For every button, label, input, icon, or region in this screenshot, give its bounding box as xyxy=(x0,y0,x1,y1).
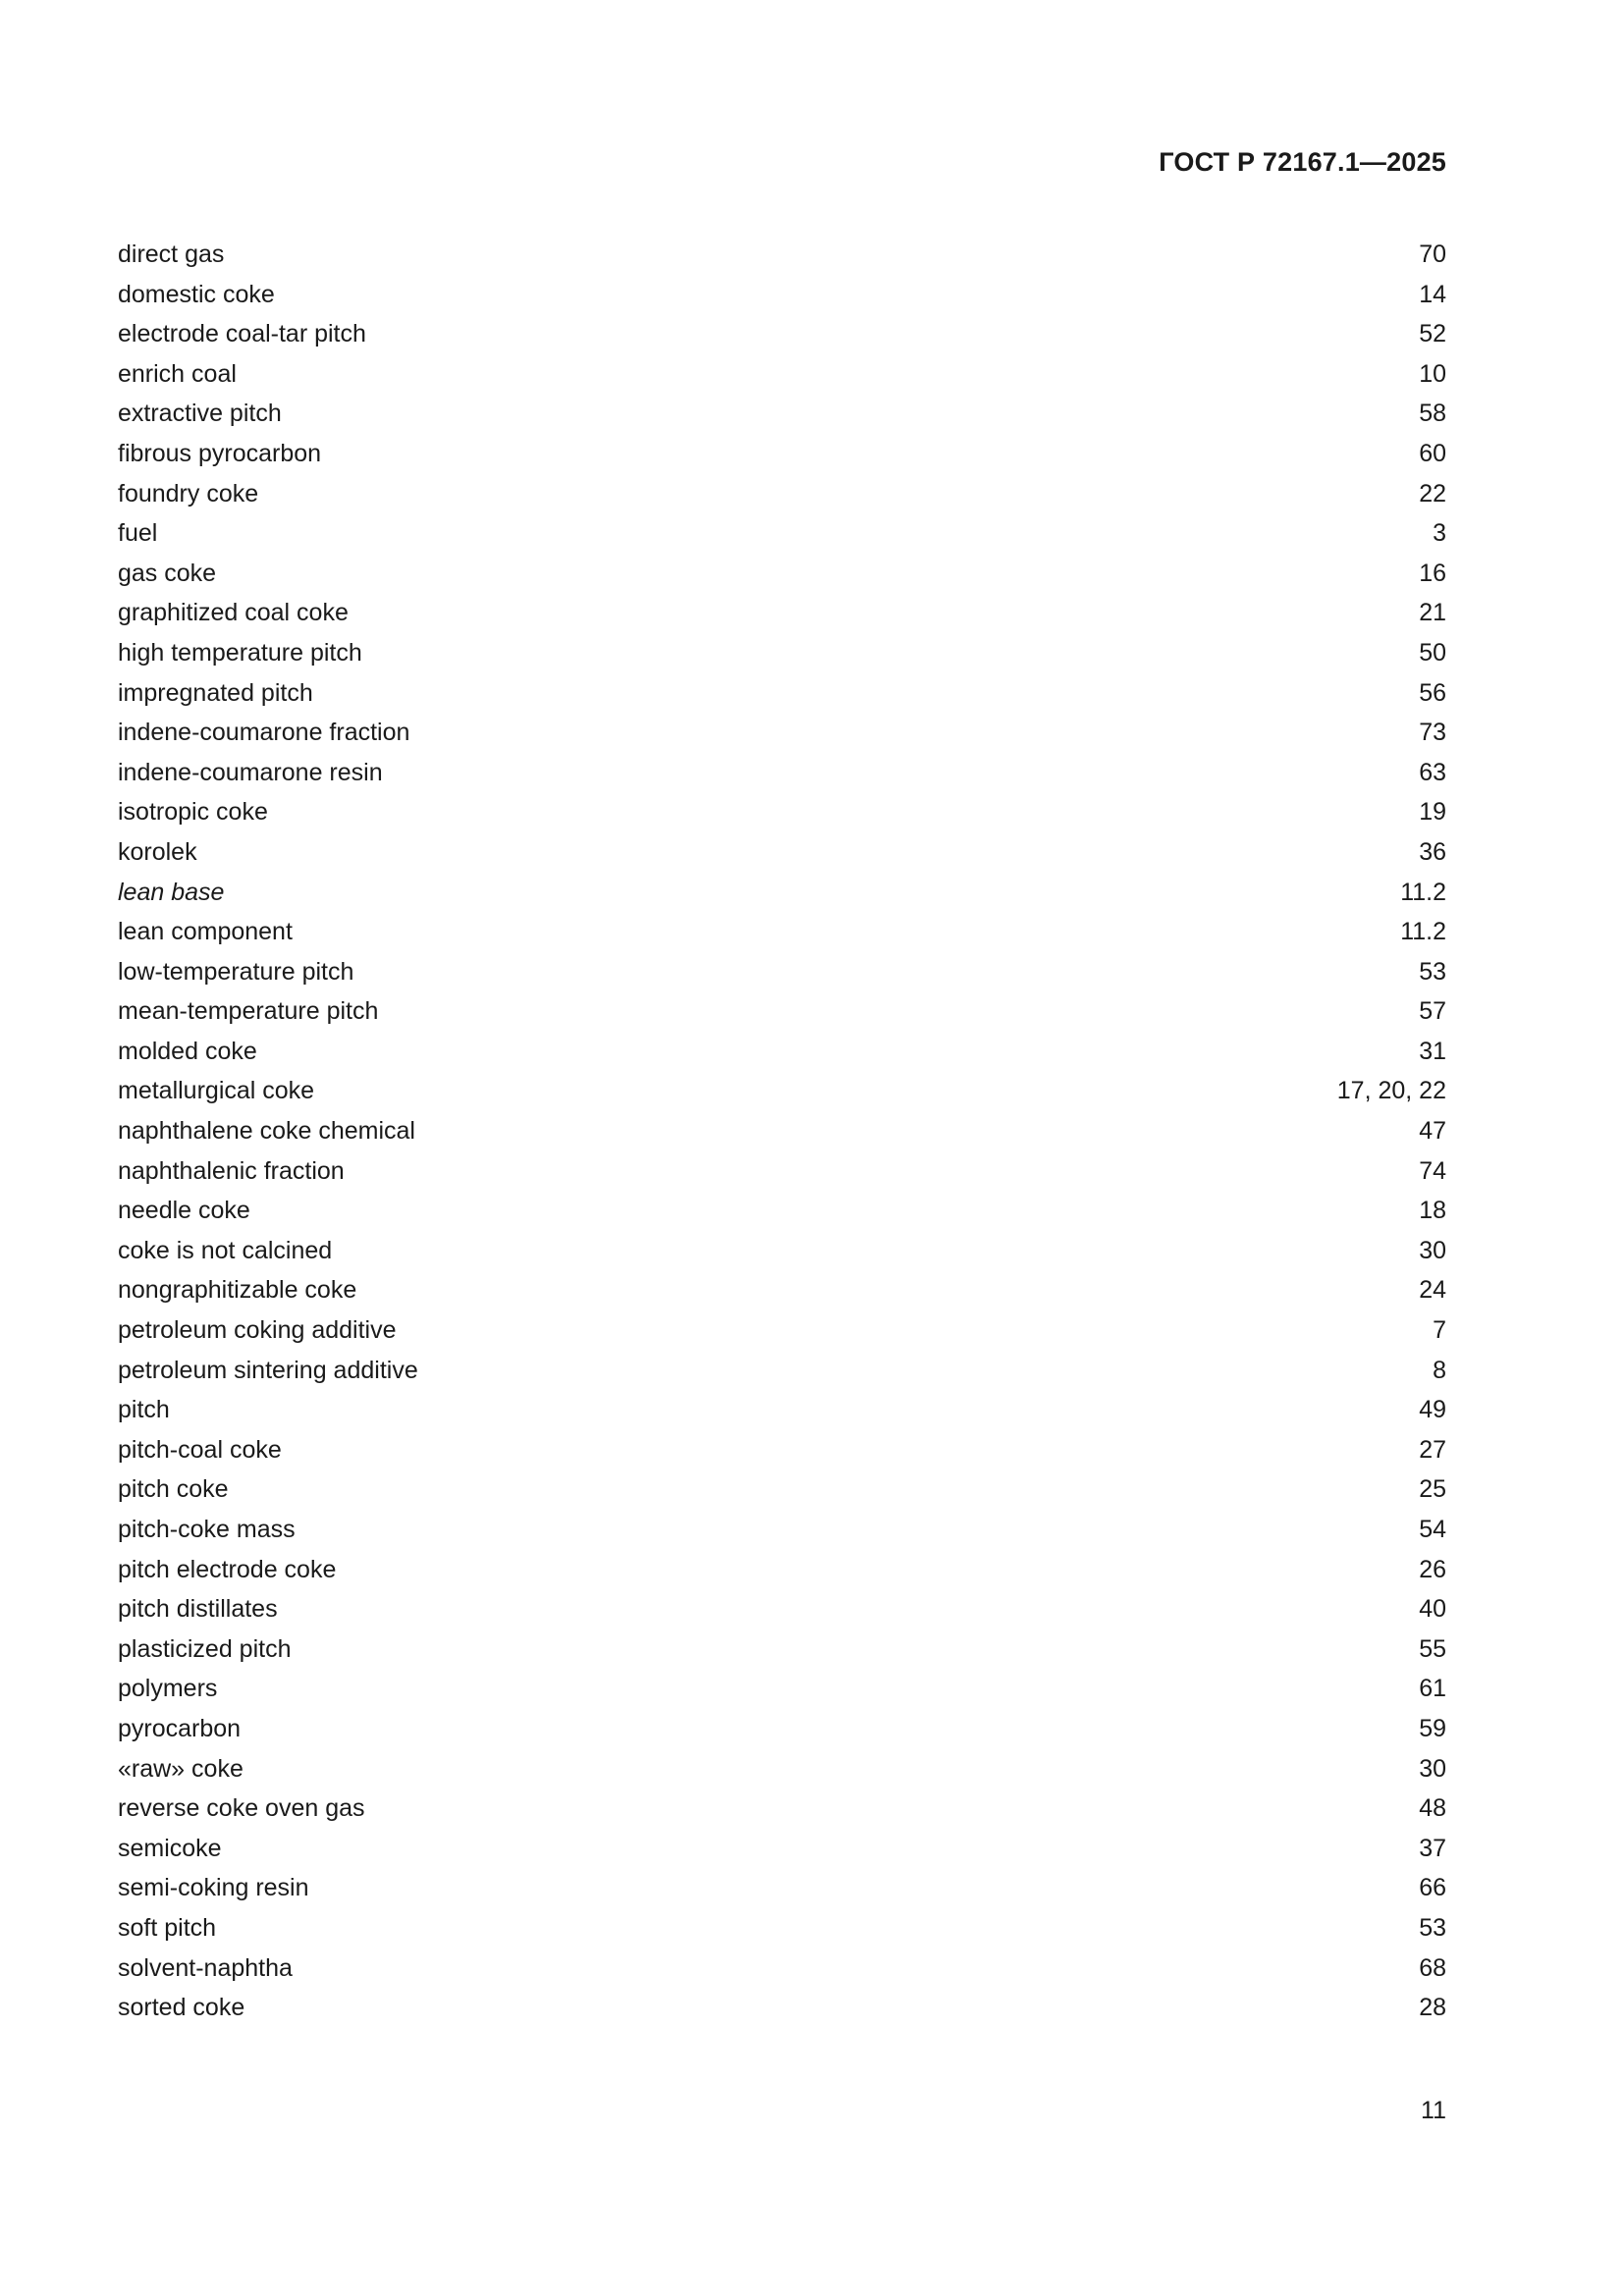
index-term: pitch xyxy=(118,1396,170,1424)
index-entry xyxy=(118,1833,1446,1873)
index-entry xyxy=(118,1355,1446,1395)
index-term: coke is not calcined xyxy=(118,1236,333,1264)
index-entry xyxy=(118,478,1446,518)
index-term-number: 21 xyxy=(1419,599,1446,627)
index-term: metallurgical coke xyxy=(118,1077,315,1105)
index-term: solvent-naphtha xyxy=(118,1953,293,1982)
index-term-number: 17, 20, 22 xyxy=(1336,1077,1446,1105)
index-term-number: 54 xyxy=(1419,1516,1446,1543)
index-term-number: 31 xyxy=(1419,1037,1446,1065)
index-term: sorted coke xyxy=(118,1994,245,2022)
index-term: needle coke xyxy=(118,1197,250,1225)
index-term-number: 53 xyxy=(1419,957,1446,986)
index-term: mean-temperature pitch xyxy=(118,997,379,1026)
index-term-number: 22 xyxy=(1419,479,1446,507)
index-term: foundry coke xyxy=(118,479,259,507)
index-entry xyxy=(118,1673,1446,1713)
index-term: isotropic coke xyxy=(118,798,268,827)
index-term: nongraphitizable coke xyxy=(118,1276,357,1305)
index-entry xyxy=(118,1872,1446,1912)
index-term: domestic coke xyxy=(118,280,275,308)
index-term-number: 26 xyxy=(1419,1555,1446,1583)
index-term: pyrocarbon xyxy=(118,1714,242,1742)
index-term: gas coke xyxy=(118,559,217,587)
index-entry xyxy=(118,1992,1446,2032)
index-entry xyxy=(118,597,1446,637)
index-term: semicoke xyxy=(118,1834,222,1862)
index-term-number: 56 xyxy=(1419,678,1446,707)
index-term: lean base xyxy=(118,878,225,906)
index-entry xyxy=(118,318,1446,358)
index-term: pitch coke xyxy=(118,1475,229,1504)
index-term: semi-coking resin xyxy=(118,1874,309,1902)
index-term-number: 59 xyxy=(1419,1714,1446,1742)
index-entry xyxy=(118,1434,1446,1474)
index-term: reverse coke oven gas xyxy=(118,1794,365,1823)
index-term-number: 74 xyxy=(1419,1156,1446,1185)
index-entry xyxy=(118,1912,1446,1952)
index-term-number: 11.2 xyxy=(1400,918,1446,946)
index-term: pitch-coke mass xyxy=(118,1516,296,1543)
alphabetical-index-list xyxy=(118,239,1446,2032)
index-entry xyxy=(118,1036,1446,1076)
index-entry xyxy=(118,1633,1446,1674)
index-entry xyxy=(118,1713,1446,1753)
index-term: indene-coumarone fraction xyxy=(118,719,410,747)
index-term-number: 73 xyxy=(1419,719,1446,747)
index-term: pitch-coal coke xyxy=(118,1435,282,1464)
index-entry xyxy=(118,1274,1446,1314)
index-term-number: 47 xyxy=(1419,1117,1446,1146)
index-term-number: 49 xyxy=(1419,1396,1446,1424)
index-entry xyxy=(118,637,1446,677)
index-term-number: 24 xyxy=(1419,1276,1446,1305)
index-term: electrode coal-tar pitch xyxy=(118,320,366,348)
index-term-number: 68 xyxy=(1419,1953,1446,1982)
index-entry xyxy=(118,796,1446,836)
index-term: pitch distillates xyxy=(118,1595,278,1624)
index-term: molded coke xyxy=(118,1037,257,1065)
index-term-number: 7 xyxy=(1433,1316,1446,1345)
index-entry xyxy=(118,239,1446,279)
index-term: naphthalene coke chemical xyxy=(118,1117,415,1146)
index-entry xyxy=(118,995,1446,1036)
index-entry xyxy=(118,517,1446,558)
index-entry xyxy=(118,877,1446,917)
index-entry xyxy=(118,1314,1446,1355)
index-term-number: 58 xyxy=(1419,400,1446,428)
index-term: low-temperature pitch xyxy=(118,957,354,986)
index-term: lean component xyxy=(118,918,293,946)
index-term-number: 36 xyxy=(1419,837,1446,866)
index-entry xyxy=(118,956,1446,996)
index-entry xyxy=(118,1593,1446,1633)
index-entry xyxy=(118,1514,1446,1554)
index-entry xyxy=(118,1195,1446,1235)
page-number: 11 xyxy=(1421,2097,1446,2124)
index-term: petroleum sintering additive xyxy=(118,1356,418,1384)
index-term: extractive pitch xyxy=(118,400,282,428)
index-entry xyxy=(118,1753,1446,1793)
index-term-number: 10 xyxy=(1419,359,1446,388)
index-entry xyxy=(118,1473,1446,1514)
index-entry xyxy=(118,1155,1446,1196)
index-term-number: 53 xyxy=(1419,1913,1446,1942)
index-term: soft pitch xyxy=(118,1913,217,1942)
index-term-number: 11.2 xyxy=(1400,878,1446,906)
index-term-number: 66 xyxy=(1419,1874,1446,1902)
index-term: «raw» coke xyxy=(118,1754,244,1783)
index-entry xyxy=(118,1075,1446,1115)
index-entry xyxy=(118,1554,1446,1594)
index-term-number: 37 xyxy=(1419,1834,1446,1862)
index-term-number: 16 xyxy=(1419,559,1446,587)
index-term-number: 63 xyxy=(1419,758,1446,786)
index-term-number: 40 xyxy=(1419,1595,1446,1624)
index-term-number: 25 xyxy=(1419,1475,1446,1504)
index-term: graphitized coal coke xyxy=(118,599,349,627)
index-entry xyxy=(118,717,1446,757)
index-term-number: 50 xyxy=(1419,638,1446,667)
index-term-number: 30 xyxy=(1419,1236,1446,1264)
index-term: impregnated pitch xyxy=(118,678,313,707)
index-term: plasticized pitch xyxy=(118,1634,292,1663)
index-term-number: 18 xyxy=(1419,1197,1446,1225)
index-term-number: 48 xyxy=(1419,1794,1446,1823)
index-entry xyxy=(118,1115,1446,1155)
index-entry xyxy=(118,757,1446,797)
index-entry xyxy=(118,558,1446,598)
document-code-header: ГОСТ Р 72167.1—2025 xyxy=(1159,147,1446,177)
index-entry xyxy=(118,916,1446,956)
index-entry xyxy=(118,836,1446,877)
index-term: pitch electrode coke xyxy=(118,1555,337,1583)
index-term-number: 60 xyxy=(1419,439,1446,467)
index-entry xyxy=(118,1952,1446,1993)
index-term-number: 8 xyxy=(1433,1356,1446,1384)
index-term: korolek xyxy=(118,837,197,866)
index-term-number: 55 xyxy=(1419,1634,1446,1663)
index-entry xyxy=(118,398,1446,438)
index-term-number: 52 xyxy=(1419,320,1446,348)
index-entry xyxy=(118,1792,1446,1833)
index-term-number: 19 xyxy=(1419,798,1446,827)
index-entry xyxy=(118,1394,1446,1434)
index-term-number: 70 xyxy=(1419,240,1446,268)
index-entry xyxy=(118,358,1446,399)
index-term: fibrous pyrocarbon xyxy=(118,439,322,467)
index-entry xyxy=(118,438,1446,478)
index-term: polymers xyxy=(118,1675,218,1703)
index-term: direct gas xyxy=(118,240,225,268)
index-entry xyxy=(118,677,1446,718)
index-term-number: 14 xyxy=(1419,280,1446,308)
index-term: petroleum coking additive xyxy=(118,1316,397,1345)
index-entry xyxy=(118,1235,1446,1275)
index-term: high temperature pitch xyxy=(118,638,362,667)
index-term-number: 28 xyxy=(1419,1994,1446,2022)
index-term: naphthalenic fraction xyxy=(118,1156,345,1185)
index-term: enrich coal xyxy=(118,359,237,388)
index-term-number: 30 xyxy=(1419,1754,1446,1783)
index-entry xyxy=(118,279,1446,319)
index-term: fuel xyxy=(118,519,158,548)
index-term-number: 3 xyxy=(1433,519,1446,548)
index-term-number: 27 xyxy=(1419,1435,1446,1464)
index-term-number: 61 xyxy=(1419,1675,1446,1703)
index-term: indene-coumarone resin xyxy=(118,758,383,786)
index-term-number: 57 xyxy=(1419,997,1446,1026)
